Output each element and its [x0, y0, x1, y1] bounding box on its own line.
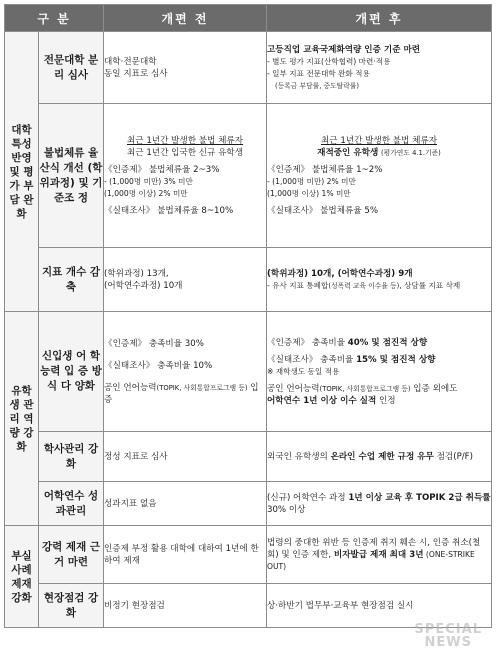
text-note: (TOPIK, 사회통합프로그램 등)	[319, 384, 411, 393]
text-line	[267, 537, 491, 573]
text-line: - 별도 평가 지표(산학협력) 마련·적용	[267, 56, 391, 66]
text-span: 30% 이상	[267, 504, 306, 515]
watermark-logo	[415, 623, 483, 649]
text-emphasis: 비자발급 제재 최대 3년	[333, 549, 424, 560]
text-span: - 유사 지표 통폐합	[267, 280, 329, 290]
text-line: (등록금 부담률, 중도탈락률)	[275, 81, 360, 90]
text-span: 공인 언어능력	[267, 383, 320, 394]
table-row	[5, 482, 492, 526]
text-span: 외국인 유학생의	[267, 451, 331, 462]
text-line	[267, 451, 491, 463]
text-span: 입증	[104, 382, 259, 405]
after-cell	[267, 104, 492, 248]
row-label: 학사관리 강화	[39, 432, 104, 482]
table-row	[5, 584, 492, 628]
before-cell: 성과지표 없음	[104, 482, 267, 526]
group-label-evaluation: 대학 특성 반영 및 평가 부담 완화	[5, 32, 39, 312]
text-line	[267, 395, 491, 407]
text-line	[104, 382, 266, 406]
header-category: 구 분	[5, 5, 104, 32]
before-cell	[104, 312, 267, 432]
text-line: (어학연수과정) 10개	[104, 280, 183, 291]
text-span: 점검(P/F)	[433, 451, 473, 462]
text-line: (학위과정) 10개, (어학연수과정) 9개	[267, 268, 413, 279]
text-line: - 일부 지표 전문대학 완화 적용	[267, 68, 370, 78]
text-span: (신규) 어학연수 과정	[267, 492, 349, 503]
row-label: 강력 제재 근거 마련	[39, 526, 104, 584]
text-span: 《실태조사》 충족비율	[267, 354, 357, 365]
text-span: 《인증제》 충족비율	[267, 337, 348, 348]
before-cell: 인증제 부정 활용 대학에 대하여 1년에 한하여 제재	[104, 526, 267, 584]
before-cell: 비정기 현장점검	[104, 584, 267, 628]
text-emphasis: 온라인 수업 제한 규정 유무	[330, 451, 434, 462]
after-cell	[267, 248, 492, 312]
header-before: 개편 전	[104, 5, 267, 32]
reform-comparison-table	[4, 4, 492, 628]
row-label: 불법체류 율 산식 개선 (학위과정) 및 기준조 정	[39, 104, 104, 248]
row-label: 지표 개수 감축	[39, 248, 104, 312]
text-line: 《실태조사》 충족비율 10%	[104, 360, 213, 371]
row-label: 현장점검 강화	[39, 584, 104, 628]
text-span: , 상담률 지표 삭제	[399, 280, 461, 290]
text-span: 입증 외에도	[410, 383, 458, 394]
before-cell: 정성 지표로 심사	[104, 432, 267, 482]
text-line	[267, 383, 491, 395]
row-label: 신입생 어 학 능력 입 증 방식 다 양화	[39, 312, 104, 432]
text-note: (성폭력 교육 이수율 등)	[328, 281, 400, 290]
after-cell: 상·하반기 법무부·교육부 현장점검 실시	[267, 584, 492, 628]
formula-denominator-text: 재적중인 유학생	[317, 147, 379, 158]
text-line: 《인증제》 불법체류율 1~2%	[267, 164, 383, 175]
after-cell	[267, 32, 492, 104]
after-cell	[267, 312, 492, 432]
text-span: (ONE-STRIKE OUT)	[267, 549, 475, 571]
table-row	[5, 104, 492, 248]
after-cell	[267, 526, 492, 584]
group-label-student-management: 유학 생 관리 역량 강화	[5, 312, 39, 526]
text-line: (1,000명 이상) 1% 미만	[267, 188, 351, 198]
table-header-row	[5, 5, 492, 32]
table-row	[5, 248, 492, 312]
text-span: 공인 언어능력	[104, 382, 157, 393]
table-row	[5, 32, 492, 104]
row-label: 어학연수 성과관리	[39, 482, 104, 526]
text-emphasis: 어학연수 1년 이상 이수 실적	[267, 395, 377, 406]
group-label-sanctions: 부실 사례 제재 강화	[5, 526, 39, 628]
text-line: (학위과정) 13개,	[104, 268, 169, 279]
text-line: 《인증제》 충족비율 30%	[104, 338, 204, 349]
text-line: 대학·전문대학	[104, 56, 157, 67]
formula-denominator: 최근 1년간 입국한 신규 유학생	[126, 147, 243, 158]
text-line: 동일 지표로 심사	[104, 68, 168, 79]
after-cell	[267, 482, 492, 526]
text-line: - (1,000명 미만) 2% 미만	[267, 176, 356, 186]
header-after: 개편 후	[267, 5, 492, 32]
formula-denominator	[267, 147, 491, 159]
formula-numerator: 최근 1년간 발생한 불법 체류자	[126, 135, 243, 146]
text-line: 《실태조사》 불법체류율 5%	[267, 205, 378, 216]
row-label: 전문대학 분리 심사	[39, 32, 104, 104]
formula-numerator: 최근 1년간 발생한 불법 체류자	[320, 135, 437, 146]
before-cell	[104, 104, 267, 248]
table-row	[5, 526, 492, 584]
table-row	[5, 312, 492, 432]
table-row	[5, 432, 492, 482]
formula-note: (평가연도 4.1.기준)	[381, 148, 441, 157]
text-emphasis: 40% 및 점진적 상향	[347, 337, 428, 348]
text-line: ※ 재학생도 동일 적용	[267, 366, 340, 376]
text-line: (1,000명 이상) 2% 미만	[104, 188, 188, 198]
after-cell	[267, 432, 492, 482]
text-line	[267, 492, 491, 516]
text-emphasis: 1년 이상 교육 후 TOPIK 2급 취득률	[348, 492, 491, 503]
before-cell	[104, 32, 267, 104]
watermark-line: NEWS	[424, 635, 472, 650]
text-line	[267, 280, 491, 292]
text-line: 《실태조사》 불법체류율 8~10%	[104, 205, 234, 216]
text-emphasis: 15% 및 점진적 상향	[356, 354, 436, 365]
text-line: 《인증제》 불법체류율 2~3%	[104, 164, 220, 175]
text-line: 고등직업 교육국제화역량 인증 기준 마련	[267, 44, 421, 55]
text-note: (TOPIK, 사회통합프로그램 등)	[156, 383, 248, 392]
watermark-line: SPECIAL	[414, 622, 482, 637]
text-line	[267, 354, 491, 366]
text-span: 인정	[376, 395, 396, 406]
text-span: 법령의 중대한 위반 등 인증제 취지 훼손 시, 인증 취소(철회) 및 인증 제한,	[267, 537, 481, 560]
text-line: - (1,000명 미만) 3% 미만	[104, 176, 193, 186]
before-cell	[104, 248, 267, 312]
text-line	[267, 337, 491, 349]
